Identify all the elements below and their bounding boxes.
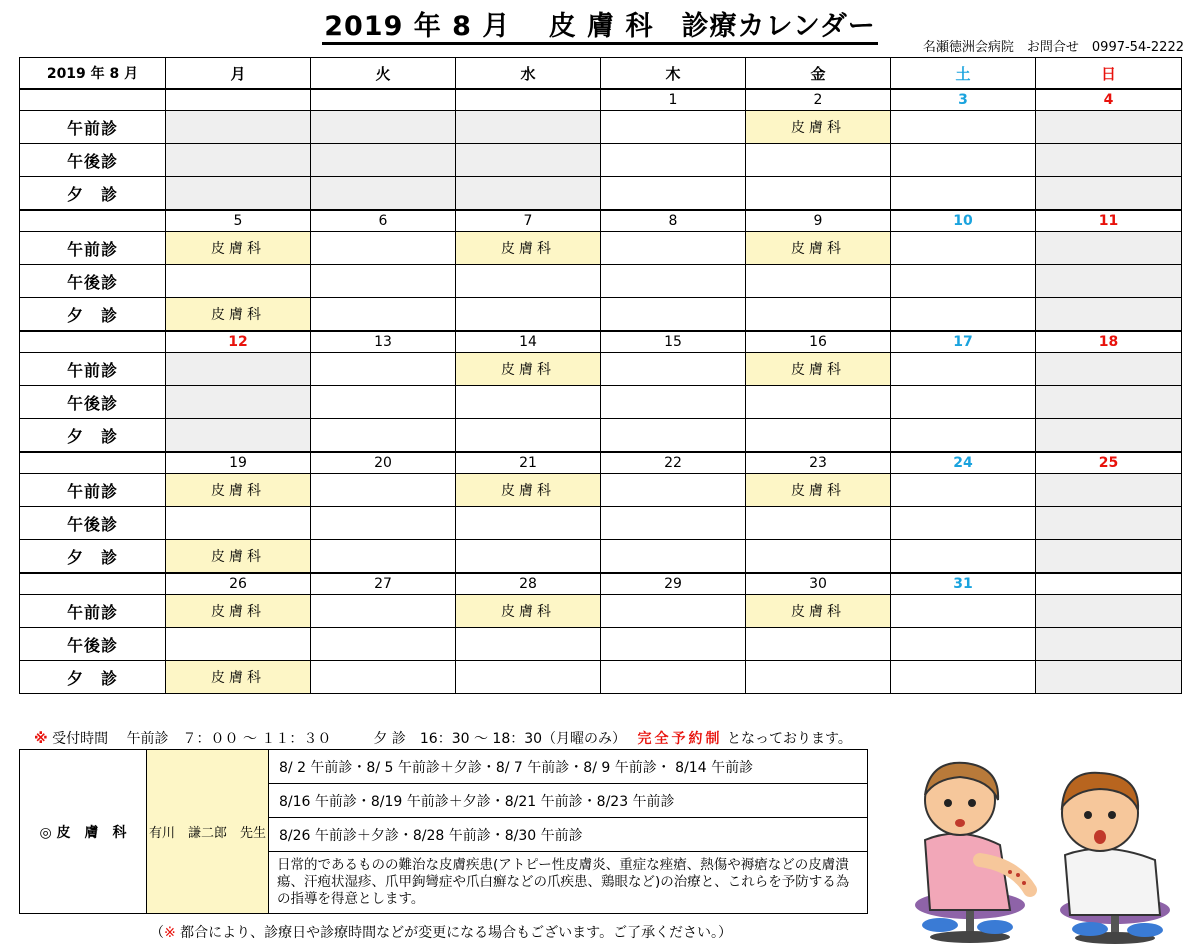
slot-label: 午後診 bbox=[20, 144, 166, 177]
schedule-cell bbox=[746, 661, 891, 694]
schedule-cell bbox=[1036, 540, 1182, 574]
schedule-cell bbox=[601, 298, 746, 332]
page-title: 2019 年 8 月 皮 膚 科 診療カレンダー bbox=[0, 4, 1200, 43]
schedule-cell bbox=[891, 111, 1036, 144]
day-number: 13 bbox=[311, 331, 456, 353]
schedule-cell bbox=[166, 111, 311, 144]
footer-note bbox=[150, 922, 732, 942]
clinic-open-cell: 皮膚科 bbox=[456, 474, 601, 507]
schedule-line: 8/26 午前診＋夕診・8/28 午前診・8/30 午前診 bbox=[269, 818, 868, 852]
schedule-cell bbox=[311, 177, 456, 211]
slot-row bbox=[20, 177, 1182, 211]
schedule-cell bbox=[456, 507, 601, 540]
weekday-header: 火 bbox=[311, 58, 456, 90]
note-mark: ※ bbox=[164, 925, 176, 941]
day-number: 17 bbox=[891, 331, 1036, 353]
date-row-spacer bbox=[20, 452, 166, 474]
schedule-cell bbox=[1036, 419, 1182, 453]
schedule-cell bbox=[891, 474, 1036, 507]
slot-row bbox=[20, 111, 1182, 144]
schedule-cell bbox=[1036, 353, 1182, 386]
schedule-cell bbox=[311, 111, 456, 144]
schedule-cell bbox=[601, 628, 746, 661]
day-number: 26 bbox=[166, 573, 311, 595]
schedule-cell bbox=[456, 386, 601, 419]
date-row bbox=[20, 452, 1182, 474]
day-number: 12 bbox=[166, 331, 311, 353]
schedule-cell bbox=[311, 265, 456, 298]
weekday-header: 月 bbox=[166, 58, 311, 90]
day-number: 7 bbox=[456, 210, 601, 232]
specialty-description: 日常的であるものの難治な皮膚疾患(アトピー性皮膚炎、重症な痤瘡、熱傷や褥瘡などの皮膚潰瘍、汗疱状湿疹、爪甲鉤彎症や爪白癬などの爪疾患、鶏眼など)の治療と、これらを予防する為の指導を得意とします。 bbox=[269, 852, 868, 914]
slot-label: 午後診 bbox=[20, 265, 166, 298]
note-mark: ※ bbox=[34, 731, 48, 747]
schedule-cell bbox=[891, 144, 1036, 177]
schedule-cell bbox=[311, 232, 456, 265]
slot-label: 夕 診 bbox=[20, 419, 166, 453]
schedule-cell bbox=[311, 474, 456, 507]
slot-label: 夕 診 bbox=[20, 177, 166, 211]
clinic-open-cell: 皮膚科 bbox=[456, 353, 601, 386]
schedule-cell bbox=[1036, 386, 1182, 419]
day-number: 10 bbox=[891, 210, 1036, 232]
slot-label: 夕 診 bbox=[20, 298, 166, 332]
schedule-cell bbox=[166, 265, 311, 298]
schedule-cell bbox=[746, 177, 891, 211]
weekday-header: 土 bbox=[891, 58, 1036, 90]
clinic-open-cell: 皮膚科 bbox=[166, 540, 311, 574]
slot-row bbox=[20, 265, 1182, 298]
schedule-cell bbox=[456, 298, 601, 332]
schedule-cell bbox=[746, 386, 891, 419]
schedule-cell bbox=[601, 386, 746, 419]
schedule-cell bbox=[1036, 177, 1182, 211]
date-row bbox=[20, 210, 1182, 232]
day-number: 24 bbox=[891, 452, 1036, 474]
clinic-open-cell: 皮膚科 bbox=[166, 661, 311, 694]
schedule-cell bbox=[891, 661, 1036, 694]
day-number: 27 bbox=[311, 573, 456, 595]
schedule-cell bbox=[601, 111, 746, 144]
calendar-table bbox=[19, 57, 1182, 694]
day-number: 23 bbox=[746, 452, 891, 474]
footer-text: 都合により、診療日や診療時間などが変更になる場合もございます。ご了承ください。） bbox=[175, 925, 733, 941]
schedule-cell bbox=[311, 298, 456, 332]
day-number: 14 bbox=[456, 331, 601, 353]
schedule-cell bbox=[891, 386, 1036, 419]
schedule-cell bbox=[166, 628, 311, 661]
schedule-cell bbox=[891, 595, 1036, 628]
weekday-header-row bbox=[20, 58, 1182, 90]
slot-label: 夕 診 bbox=[20, 661, 166, 694]
clinic-open-cell: 皮膚科 bbox=[166, 232, 311, 265]
day-number: 6 bbox=[311, 210, 456, 232]
schedule-cell bbox=[311, 595, 456, 628]
slot-label: 午前診 bbox=[20, 353, 166, 386]
day-number bbox=[166, 89, 311, 111]
schedule-cell bbox=[166, 177, 311, 211]
schedule-cell bbox=[1036, 507, 1182, 540]
doctor-info-table bbox=[19, 749, 868, 914]
department-name: ◎ 皮 膚 科 bbox=[20, 750, 147, 914]
day-number bbox=[311, 89, 456, 111]
slot-row bbox=[20, 661, 1182, 694]
weekday-header: 水 bbox=[456, 58, 601, 90]
doctor-patient-illustration bbox=[900, 745, 1190, 945]
day-number: 20 bbox=[311, 452, 456, 474]
footer-paren: （ bbox=[150, 925, 164, 941]
schedule-cell bbox=[601, 507, 746, 540]
date-row-spacer bbox=[20, 331, 166, 353]
schedule-cell bbox=[166, 507, 311, 540]
schedule-cell bbox=[1036, 628, 1182, 661]
weekday-header: 日 bbox=[1036, 58, 1182, 90]
schedule-cell bbox=[166, 386, 311, 419]
clinic-open-cell: 皮膚科 bbox=[746, 595, 891, 628]
schedule-cell bbox=[601, 265, 746, 298]
schedule-line: 8/ 2 午前診・8/ 5 午前診＋夕診・8/ 7 午前診・8/ 9 午前診・ 8/14 午前診 bbox=[269, 750, 868, 784]
clinic-open-cell: 皮膚科 bbox=[166, 298, 311, 332]
day-number bbox=[1036, 573, 1182, 595]
schedule-cell bbox=[311, 628, 456, 661]
day-number: 18 bbox=[1036, 331, 1182, 353]
schedule-cell bbox=[311, 144, 456, 177]
doctor-name: 有川 謙二郎 先生 bbox=[147, 750, 269, 914]
slot-row bbox=[20, 386, 1182, 419]
schedule-cell bbox=[891, 540, 1036, 574]
schedule-cell bbox=[166, 419, 311, 453]
day-number: 8 bbox=[601, 210, 746, 232]
schedule-cell bbox=[746, 507, 891, 540]
schedule-cell bbox=[891, 177, 1036, 211]
schedule-cell bbox=[166, 353, 311, 386]
reception-hours: 受付時間 午前診 ７：００ 〜 １１：３０ 夕 診 16：30 〜 18：30（月曜のみ） bbox=[52, 731, 634, 747]
day-number: 25 bbox=[1036, 452, 1182, 474]
schedule-cell bbox=[746, 419, 891, 453]
schedule-cell bbox=[311, 507, 456, 540]
schedule-cell bbox=[1036, 595, 1182, 628]
schedule-cell bbox=[311, 386, 456, 419]
schedule-cell bbox=[456, 144, 601, 177]
weekday-header: 金 bbox=[746, 58, 891, 90]
schedule-cell bbox=[456, 111, 601, 144]
schedule-cell bbox=[311, 540, 456, 574]
schedule-cell bbox=[1036, 298, 1182, 332]
day-number: 1 bbox=[601, 89, 746, 111]
schedule-cell bbox=[456, 661, 601, 694]
schedule-cell bbox=[891, 353, 1036, 386]
schedule-cell bbox=[746, 298, 891, 332]
day-number: 2 bbox=[746, 89, 891, 111]
day-number: 30 bbox=[746, 573, 891, 595]
reservation-label: 完全予約制 bbox=[637, 731, 723, 747]
clinic-open-cell: 皮膚科 bbox=[746, 111, 891, 144]
schedule-cell bbox=[1036, 111, 1182, 144]
slot-row bbox=[20, 419, 1182, 453]
clinic-open-cell: 皮膚科 bbox=[746, 474, 891, 507]
slot-row bbox=[20, 540, 1182, 574]
schedule-cell bbox=[601, 353, 746, 386]
slot-row bbox=[20, 507, 1182, 540]
day-number: 19 bbox=[166, 452, 311, 474]
date-row bbox=[20, 331, 1182, 353]
clinic-open-cell: 皮膚科 bbox=[746, 353, 891, 386]
slot-label: 午後診 bbox=[20, 507, 166, 540]
day-number: 22 bbox=[601, 452, 746, 474]
slot-row bbox=[20, 628, 1182, 661]
slot-label: 夕 診 bbox=[20, 540, 166, 574]
day-number: 11 bbox=[1036, 210, 1182, 232]
schedule-cell bbox=[891, 265, 1036, 298]
slot-row bbox=[20, 144, 1182, 177]
slot-label: 午前診 bbox=[20, 111, 166, 144]
schedule-cell bbox=[311, 353, 456, 386]
schedule-cell bbox=[601, 232, 746, 265]
day-number: 3 bbox=[891, 89, 1036, 111]
schedule-cell bbox=[746, 540, 891, 574]
slot-row bbox=[20, 298, 1182, 332]
schedule-cell bbox=[601, 661, 746, 694]
day-number: 21 bbox=[456, 452, 601, 474]
schedule-cell bbox=[456, 419, 601, 453]
schedule-cell bbox=[746, 265, 891, 298]
schedule-cell bbox=[601, 474, 746, 507]
schedule-cell bbox=[891, 628, 1036, 661]
clinic-open-cell: 皮膚科 bbox=[456, 595, 601, 628]
clinic-open-cell: 皮膚科 bbox=[456, 232, 601, 265]
schedule-cell bbox=[456, 540, 601, 574]
schedule-cell bbox=[891, 419, 1036, 453]
clinic-open-cell: 皮膚科 bbox=[746, 232, 891, 265]
slot-label: 午後診 bbox=[20, 628, 166, 661]
schedule-cell bbox=[746, 628, 891, 661]
slot-row bbox=[20, 474, 1182, 507]
slot-label: 午前診 bbox=[20, 595, 166, 628]
schedule-cell bbox=[891, 507, 1036, 540]
day-number: 5 bbox=[166, 210, 311, 232]
schedule-cell bbox=[456, 628, 601, 661]
clinic-open-cell: 皮膚科 bbox=[166, 595, 311, 628]
schedule-cell bbox=[456, 177, 601, 211]
schedule-cell bbox=[1036, 265, 1182, 298]
schedule-cell bbox=[311, 419, 456, 453]
date-row-spacer bbox=[20, 573, 166, 595]
day-number: 4 bbox=[1036, 89, 1182, 111]
slot-label: 午前診 bbox=[20, 232, 166, 265]
schedule-cell bbox=[1036, 661, 1182, 694]
day-number: 29 bbox=[601, 573, 746, 595]
schedule-cell bbox=[746, 144, 891, 177]
schedule-cell bbox=[166, 144, 311, 177]
schedule-cell bbox=[1036, 144, 1182, 177]
day-number: 31 bbox=[891, 573, 1036, 595]
day-number: 15 bbox=[601, 331, 746, 353]
day-number: 9 bbox=[746, 210, 891, 232]
slot-label: 午後診 bbox=[20, 386, 166, 419]
date-row-spacer bbox=[20, 210, 166, 232]
date-row bbox=[20, 89, 1182, 111]
schedule-cell bbox=[601, 177, 746, 211]
schedule-cell bbox=[601, 419, 746, 453]
schedule-cell bbox=[1036, 232, 1182, 265]
schedule-line: 8/16 午前診・8/19 午前診＋夕診・8/21 午前診・8/23 午前診 bbox=[269, 784, 868, 818]
reception-notice bbox=[34, 728, 852, 748]
clinic-open-cell: 皮膚科 bbox=[166, 474, 311, 507]
schedule-cell bbox=[891, 298, 1036, 332]
schedule-cell bbox=[891, 232, 1036, 265]
slot-row bbox=[20, 353, 1182, 386]
reception-suffix: となっております。 bbox=[726, 731, 852, 747]
slot-label: 午前診 bbox=[20, 474, 166, 507]
schedule-cell bbox=[601, 595, 746, 628]
slot-row bbox=[20, 232, 1182, 265]
schedule-cell bbox=[601, 144, 746, 177]
month-label: 2019 年 8 月 bbox=[20, 58, 166, 90]
weekday-header: 木 bbox=[601, 58, 746, 90]
day-number: 28 bbox=[456, 573, 601, 595]
schedule-cell bbox=[601, 540, 746, 574]
schedule-cell bbox=[1036, 474, 1182, 507]
day-number: 16 bbox=[746, 331, 891, 353]
schedule-cell bbox=[311, 661, 456, 694]
day-number bbox=[456, 89, 601, 111]
date-row-spacer bbox=[20, 89, 166, 111]
schedule-cell bbox=[456, 265, 601, 298]
date-row bbox=[20, 573, 1182, 595]
slot-row bbox=[20, 595, 1182, 628]
contact-info: 名瀬徳洲会病院 お問合せ 0997-54-2222 bbox=[922, 40, 1184, 55]
